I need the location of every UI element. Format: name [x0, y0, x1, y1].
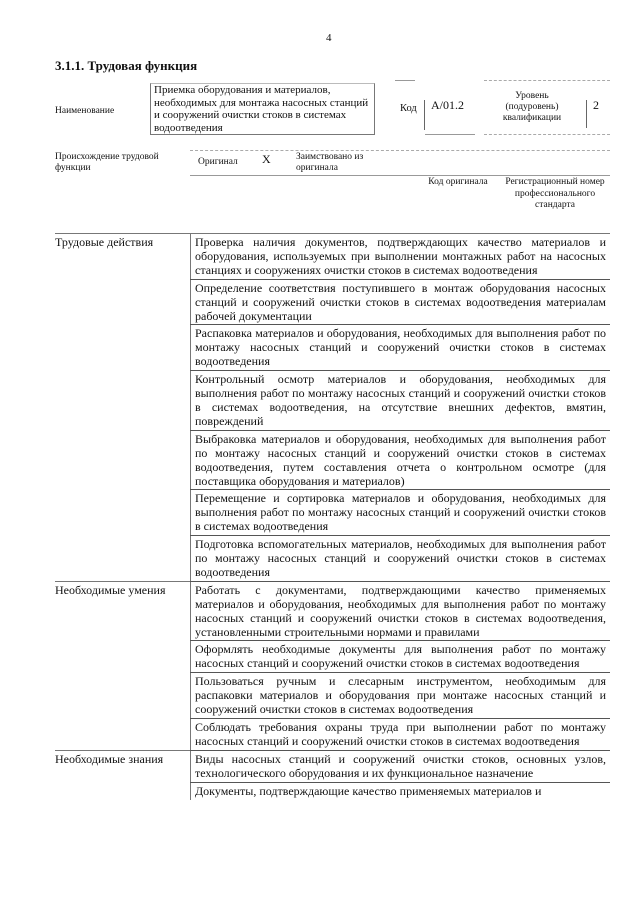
table-cell: Определение соответствия поступившего в монтаж оборудования насосных станций и сооружений очистки стоков в системах водоотведения материалам рабочей документации — [191, 279, 611, 325]
name-label: Наименование — [55, 106, 115, 116]
labor-function-table — [55, 233, 610, 800]
registration-number-label: Регистрационный номер профессионального стандарта — [505, 177, 605, 210]
table-cell: Распаковка материалов и оборудования, необходимых для выполнения работ по монтажу насосных станций и сооружений очистки стоков в системах водоотведения — [191, 325, 611, 371]
original-label: Оригинал — [198, 157, 238, 167]
code-of-original-label: Код оригинала — [428, 177, 488, 187]
code-label: Код — [400, 103, 417, 114]
table-cell: Проверка наличия документов, подтверждающих качество материалов и оборудования, используемых при выполнении монтажных работ на насосных станциях и сооружениях очистки стоков в системах водоотведения — [191, 234, 611, 280]
section-label: Трудовые действия — [55, 234, 191, 582]
divider — [425, 134, 475, 135]
borrowed-label: Заимствовано из оригинала — [296, 152, 364, 173]
table-cell: Работать с документами, подтверждающими качество применяемых материалов и оборудования, необходимых для выполнения работ по монтажу насосных станций и сооружений очистки стоков в системах водоотведения, установленными строительными нормами и правилами — [191, 581, 611, 641]
table-cell: Выбраковка материалов и оборудования, необходимых для выполнения работ по монтажу насосных станций и сооружений очистки стоков в системах водоотведения, путем составления отчета о контрольном осмотре (для поставщика оборудования и материалов) — [191, 430, 611, 490]
table-row — [55, 234, 610, 280]
section-label: Необходимые умения — [55, 581, 191, 750]
table-cell: Подготовка вспомогательных материалов, необходимых для выполнения работ по монтажу насосных станций и сооружений очистки стоков в системах водоотведения — [191, 536, 611, 582]
table-row — [55, 750, 610, 782]
divider — [484, 80, 610, 81]
section-title: 3.1.1. Трудовая функция — [55, 58, 198, 73]
qualification-level-label: Уровень (подуровень) квалификации — [502, 91, 562, 123]
qualification-level-value: 2 — [586, 100, 599, 128]
function-name: Приемка оборудования и материалов, необходимых для монтажа насосных станций и сооружений очистки стоков в системах водоотведения — [150, 83, 375, 135]
origin-label: Происхождение трудовой функции — [55, 152, 159, 173]
table-cell: Пользоваться ручным и слесарным инструментом, необходимым для распаковки материалов и оборудования при монтаже насосных станций и сооружений очистки стоков в системах водоотведения — [191, 673, 611, 719]
table-cell: Документы, подтверждающие качество применяемых материалов и — [191, 782, 611, 799]
table-cell: Соблюдать требования охраны труда при выполнении работ по монтажу насосных станций и сооружений очистки стоков в системах водоотведения — [191, 719, 611, 751]
table-cell: Оформлять необходимые документы для выполнения работ по монтажу насосных станций и сооружений очистки стоков в системах водоотведения — [191, 641, 611, 673]
section-label: Необходимые знания — [55, 750, 191, 799]
table-cell: Виды насосных станций и сооружений очистки стоков, основных узлов, технологического оборудования и их функциональное назначение — [191, 750, 611, 782]
divider — [484, 134, 610, 135]
table-row — [55, 581, 610, 641]
table-cell: Перемещение и сортировка материалов и оборудования, необходимых для выполнения работ по монтажу насосных станций и сооружений очистки стоков в системах водоотведения — [191, 490, 611, 536]
divider — [190, 150, 610, 151]
original-mark: X — [262, 152, 271, 166]
page-number: 4 — [326, 32, 332, 44]
divider — [190, 175, 610, 176]
table-cell: Контрольный осмотр материалов и оборудования, необходимых для выполнения работ по монтажу насосных станций и сооружений очистки стоков в системах водоотведения, на отсутствие внешних дефектов, вмятин, повреждений — [191, 371, 611, 431]
code-value: A/01.2 — [424, 100, 464, 130]
divider — [395, 80, 415, 81]
